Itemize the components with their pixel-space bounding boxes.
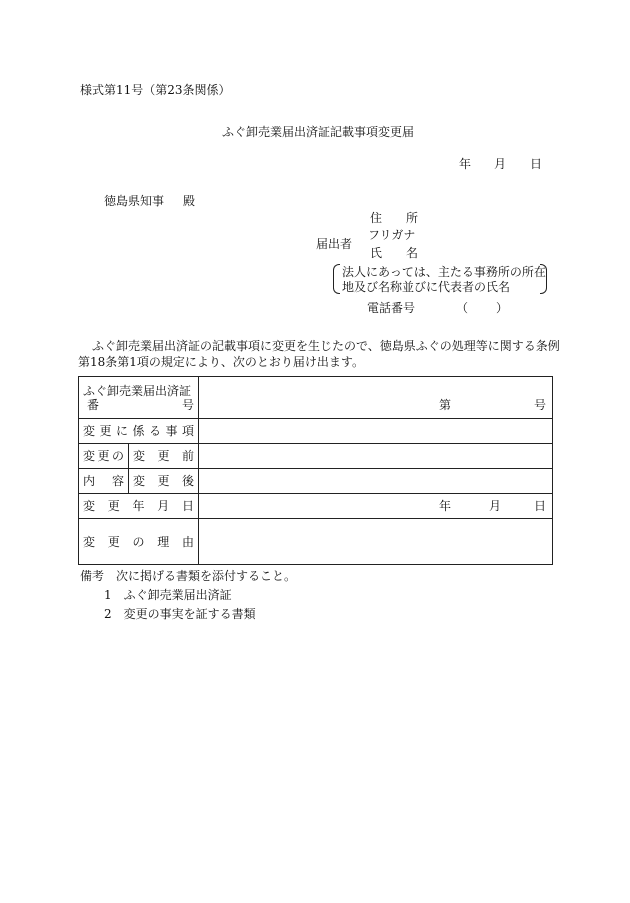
change-date-day: 日 <box>533 499 546 513</box>
phone-paren-close: ） <box>496 301 509 315</box>
cert-number-label-line1: ふぐ卸売業届出済証 <box>83 383 192 398</box>
change-date-label: 変更年月日 <box>79 494 199 519</box>
corp-note-bracket-left <box>333 264 340 294</box>
cert-number-dai: 第 <box>439 398 452 412</box>
cert-number-label-cell <box>79 377 199 419</box>
remarks-heading: 備考 次に掲げる書類を添付すること。 <box>80 569 297 583</box>
change-reason-value-cell[interactable] <box>199 519 553 565</box>
changed-matter-value-cell[interactable] <box>199 419 553 444</box>
changed-matter-label: 変更に係る事項 <box>79 419 199 444</box>
addressee-honorific: 殿 <box>183 194 196 208</box>
cert-number-value-cell[interactable] <box>199 377 553 419</box>
row-change-after <box>79 469 553 494</box>
applicant-label: 届出者 <box>316 237 353 251</box>
row-certificate-number <box>79 377 553 419</box>
cert-number-label-go: 号 <box>181 397 194 412</box>
change-date-value-cell[interactable] <box>199 494 553 519</box>
change-content-label-b: 内 容 <box>79 469 129 494</box>
corp-note-line1: 法人にあっては、主たる事務所の所在 <box>342 265 546 279</box>
change-before-value-cell[interactable] <box>199 444 553 469</box>
form-number: 様式第11号（第23条関係） <box>80 83 231 97</box>
applicant-name-label: 氏 名 <box>370 246 419 260</box>
addressee-name: 徳島県知事 <box>104 194 165 208</box>
change-notification-table <box>78 376 553 565</box>
cert-number-value <box>203 398 548 412</box>
phone-paren-open: （ <box>456 301 469 315</box>
applicant-address-label: 住 所 <box>370 211 419 225</box>
body-text-line2: 第18条第1項の規定により、次のとおり届け出ます。 <box>78 355 364 369</box>
applicant-furigana-label: フリガナ <box>368 228 416 242</box>
row-change-reason <box>79 519 553 565</box>
change-after-value-cell[interactable] <box>199 469 553 494</box>
change-content-label-a: 変更の <box>79 444 129 469</box>
remarks-item-1: 1 ふぐ卸売業届出済証 <box>104 588 232 602</box>
change-date-month: 月 <box>489 499 502 513</box>
date-day-label: 日 <box>530 157 543 171</box>
change-after-label: 変更後 <box>129 469 199 494</box>
cert-number-label-line2 <box>83 398 194 412</box>
row-changed-matter <box>79 419 553 444</box>
change-reason-label: 変更の理由 <box>79 519 199 565</box>
corp-note-bracket-right <box>540 264 547 294</box>
date-year-label: 年 <box>459 157 472 171</box>
remarks-item-2: 2 変更の事実を証する書類 <box>104 607 256 621</box>
change-before-label: 変更前 <box>129 444 199 469</box>
body-text-line1: ふぐ卸売業届出済証の記載事項に変更を生じたので、徳島県ふぐの処理等に関する条例 <box>92 339 560 353</box>
cert-number-label-ban: 番 <box>87 397 100 412</box>
row-change-date <box>79 494 553 519</box>
phone-label: 電話番号 <box>367 301 416 315</box>
cert-number-go: 号 <box>533 398 546 412</box>
corp-note-line2: 地及び名称並びに代表者の氏名 <box>342 280 511 294</box>
page-title: ふぐ卸売業届出済証記載事項変更届 <box>222 125 415 139</box>
row-change-before <box>79 444 553 469</box>
change-date-year: 年 <box>439 499 452 513</box>
change-date-value <box>203 499 548 513</box>
date-month-label: 月 <box>494 157 507 171</box>
